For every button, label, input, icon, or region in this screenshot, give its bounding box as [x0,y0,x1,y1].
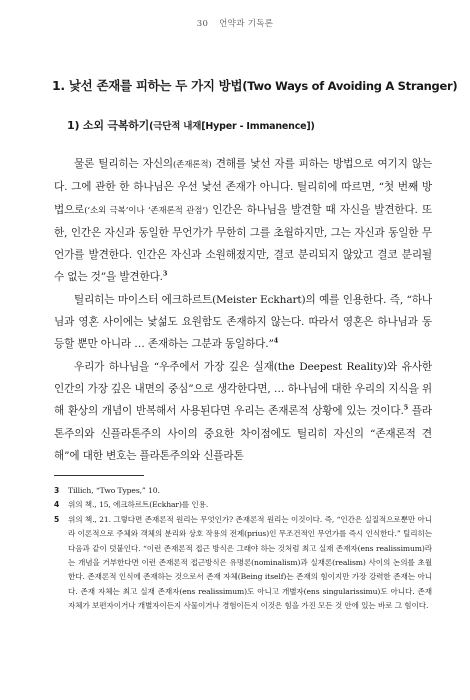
page-number: 30 [196,19,209,29]
paragraph-3 [54,356,432,467]
subsection-heading-english: (극단적 내재[Hyper - Immanence]) [149,121,315,132]
footnote-item [54,513,432,614]
footnote-item [54,498,432,512]
p1-gloss-1: (존재론적) [173,160,212,170]
footnote-text: 위의 책., 15, 에크하르트(Eckhar)를 인용. [68,500,209,510]
footnote-text: Tillich, “Two Types,” 10. [68,486,160,495]
footnote-text: 위의 책., 21. 그렇다면 존재론적 원리는 무엇인가? 존재론적 원리는 이것이다. 즉, “인간은 실질적으로뿐만 아니라 이론적으로 주체와 객체의 분리와 상호 작용의 전제(prius)인 무조건적인 무언가를 즉시 인식한다.” 틸리히는 다음과 같이 덧붙인다. “이런 존재론적 접근 방식은 그래야 하는 것처럼 최고 실재 존재자(ens realissimum)라는 개념을 거부한다면 이런 존재론적 접근방식은 유명론(nominalism)과 실재론(realism) 사이의 논의를 초월한다. 존재론적 인식에 존재하는 것으로서 존재 자체(Being itself)는 존재의 힘이지만 가장 강력한 존재는 아니다. 존재 자체는 최고 실재 존재자(ens realissimum)도 아니고 개별자(ens singularissimu)도 아니다. 존재 자체가 보편자이거나 개별자이든지 사물이거나 경험이든지 이것은 힘을 가진 모든 것 안에 있는 바로 그 힘이다. [68,514,432,611]
running-header [0,17,470,29]
p3-text-a: 우리가 하나님을 “우주에서 가장 깊은 실재(the Deepest Reality)와 유사한 인간의 가장 깊은 내면의 중심”으로 생각한다면, … 하나님에 대한 우리의 지식을 위해 환상의 개념이 반복해서 사용된다면 우리는 존재론적 상황에 있는 것이다. [54,360,432,418]
p1-gloss-2: (‘소외 극복’이나 ‘존재론적 관점’) [84,205,209,216]
p3-text-b: 플라톤주의와 신플라톤주의 사이의 중요한 차이점에도 틸리히 자신의 “존재론적 견해”에 대한 변호는 플라톤주의와 신플라톤 [54,405,432,462]
p2-text: 틸리히는 마이스터 에크하르트(Meister Eckhart)의 예를 인용한다. 즉, “하나님과 영혼 사이에는 낯섦도 요원함도 존재하지 않는다. 따라서 영혼은 하나님과 동등할 뿐만 아니라 … 존재하는 그분과 동일하다.” [54,293,432,351]
p1-text-a: 물론 틸리히는 자신의 [74,158,173,170]
paragraph-2 [54,289,432,356]
footnotes [54,484,432,614]
p1-text-e: 인간은 하나님을 발견할 때 자신을 발견한다. 또한, 인간은 자신과 동일한 무언가가 무한히 그를 초월하지만, 그는 자신과 동일한 무언가를 발견한다. 인간은 자신과 소원해졌지만, 결코 분리되지 않았고 결코 분리될 수 없는 것”을 발견한다. [54,203,433,284]
subsection-heading [67,117,427,133]
footnote-ref-3: 3 [162,269,168,278]
section-heading-title: 1. 낯선 존재를 피하는 두 가지 방법 [52,78,243,93]
paragraph-1 [54,153,432,289]
footnote-ref-5: 5 [403,403,409,412]
footnote-number: 5 [54,514,60,524]
body-text [54,153,432,467]
p1-text-c: 견해를 낯선 자를 피하는 방법으로 여기지 않는다. 그에 관한 한 하나님은 우선 낯선 존재가 아니다. 틸리히에 따르면, “첫 번째 방법으로 [54,158,433,216]
footnote-number: 4 [54,500,60,510]
section-heading [52,76,458,94]
footnote-divider [54,475,144,476]
running-title: 언약과 기독론 [219,19,274,29]
footnote-item [54,484,432,498]
footnote-number: 3 [54,486,60,495]
footnote-ref-4: 4 [273,336,279,345]
subsection-heading-title: 1) 소외 극복하기 [67,119,150,132]
section-heading-english: (Two Ways of Avoiding A Stranger) [242,79,458,93]
